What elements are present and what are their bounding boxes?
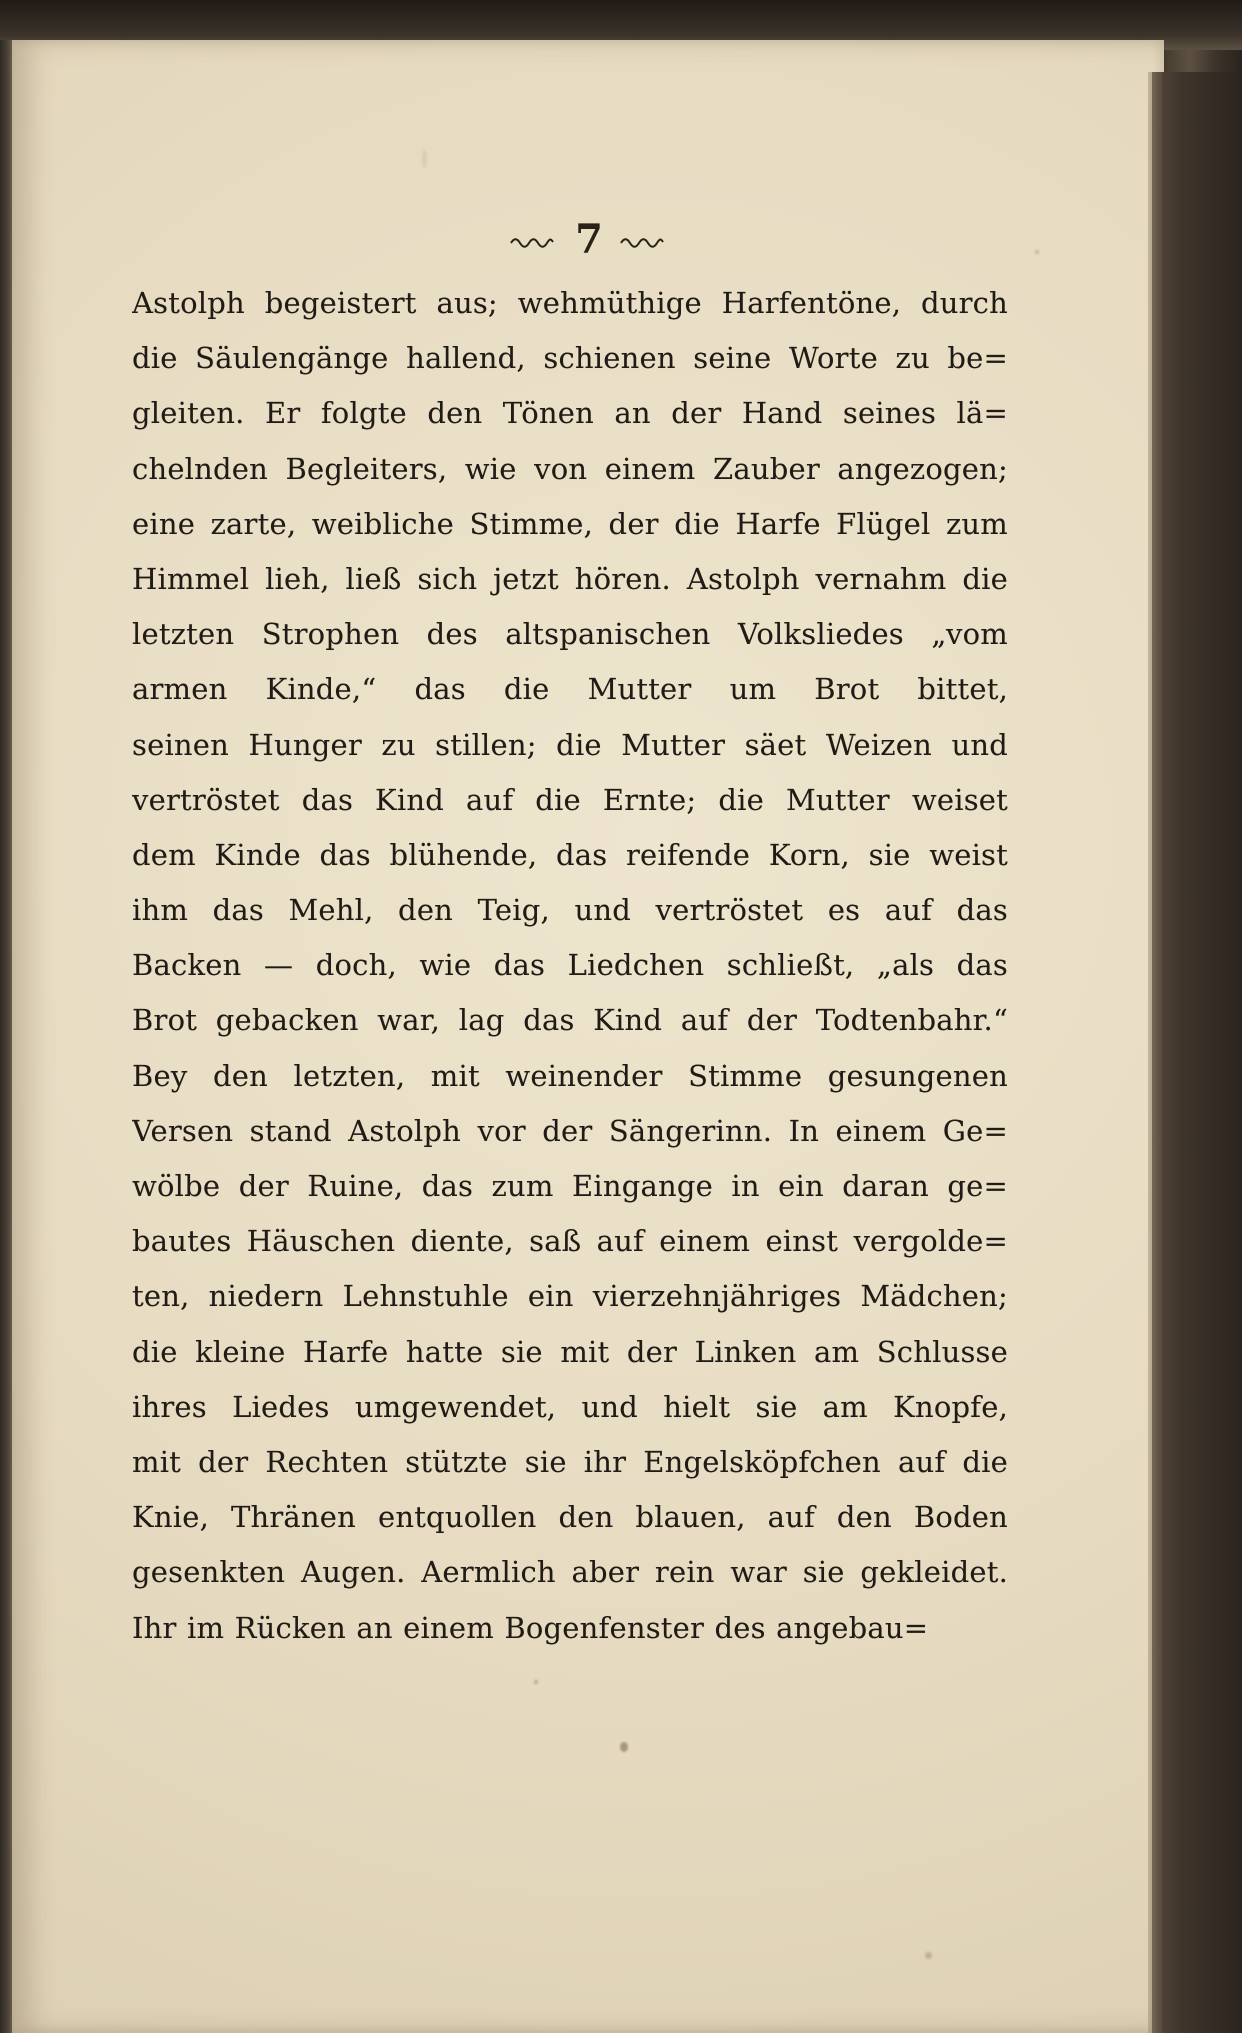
text-line: ten, niedern Lehnstuhle ein vierzehnjähriges Mädchen; xyxy=(132,1279,1008,1314)
paper-mark xyxy=(620,1742,628,1752)
text-line: dem Kinde das blühende, das reifende Korn, sie weist xyxy=(132,837,1008,872)
wavy-rule-icon xyxy=(510,236,554,248)
text-line: armen Kinde,“ das die Mutter um Brot bittet, xyxy=(132,672,1008,707)
text-line: die kleine Harfe hatte sie mit der Linken am Schlusse xyxy=(132,1334,1008,1369)
text-line: bautes Häuschen diente, saß auf einem einst vergolde= xyxy=(132,1224,1008,1259)
paper-mark xyxy=(534,1680,538,1684)
text-line: gesenkten Augen. Aermlich aber rein war sie gekleidet. xyxy=(132,1555,1008,1590)
text-line: Backen — doch, wie das Liedchen schließt, „als das xyxy=(132,948,1008,983)
text-line: eine zarte, weibliche Stimme, der die Harfe Flügel zum xyxy=(132,506,1008,541)
text-line: die Säulengänge hallend, schienen seine Worte zu be= xyxy=(132,341,1008,376)
text-line: Himmel lieh, ließ sich jetzt hören. Astolph vernahm die xyxy=(132,561,1008,596)
page-text xyxy=(132,276,1008,1656)
text-line: Astolph begeistert aus; wehmüthige Harfentöne, durch xyxy=(132,286,1008,320)
paper-mark xyxy=(925,1952,932,1959)
right-page-edge xyxy=(1148,72,1162,2033)
page-number: 7 xyxy=(575,216,603,263)
text-line: mit der Rechten stützte sie ihr Engelsköpfchen auf die xyxy=(132,1444,1008,1479)
running-header xyxy=(488,218,688,268)
text-line: ihm das Mehl, den Teig, und vertröstet es auf das xyxy=(132,893,1008,928)
text-line: seinen Hunger zu stillen; die Mutter säet Weizen und xyxy=(132,727,1008,762)
text-line: Versen stand Astolph vor der Sängerinn. In einem Ge= xyxy=(132,1113,1008,1148)
text-line: chelnden Begleiters, wie von einem Zauber angezogen; xyxy=(132,451,1008,486)
text-line: Ihr im Rücken an einem Bogenfenster des angebau= xyxy=(132,1610,929,1645)
text-line: wölbe der Ruine, das zum Eingange in ein daran ge= xyxy=(132,1169,1008,1203)
text-line: ihres Liedes umgewendet, und hielt sie am Knopfe, xyxy=(132,1389,1008,1424)
text-line: letzten Strophen des altspanischen Volksliedes „vom xyxy=(132,617,1008,652)
right-book-cover xyxy=(1152,72,1242,2033)
wavy-rule-icon xyxy=(620,236,664,248)
paper-mark xyxy=(1035,250,1039,254)
text-line: Bey den letzten, mit weinender Stimme gesungenen xyxy=(132,1058,1008,1093)
text-line: gleiten. Er folgte den Tönen an der Hand seines lä= xyxy=(132,396,1008,431)
text-line: Brot gebacken war, lag das Kind auf der Todtenbahr.“ xyxy=(132,1003,1008,1038)
text-line: vertröstet das Kind auf die Ernte; die Mutter weiset xyxy=(132,782,1008,817)
paper-mark xyxy=(422,150,427,168)
text-line: Knie, Thränen entquollen den blauen, auf den Boden xyxy=(132,1500,1008,1535)
